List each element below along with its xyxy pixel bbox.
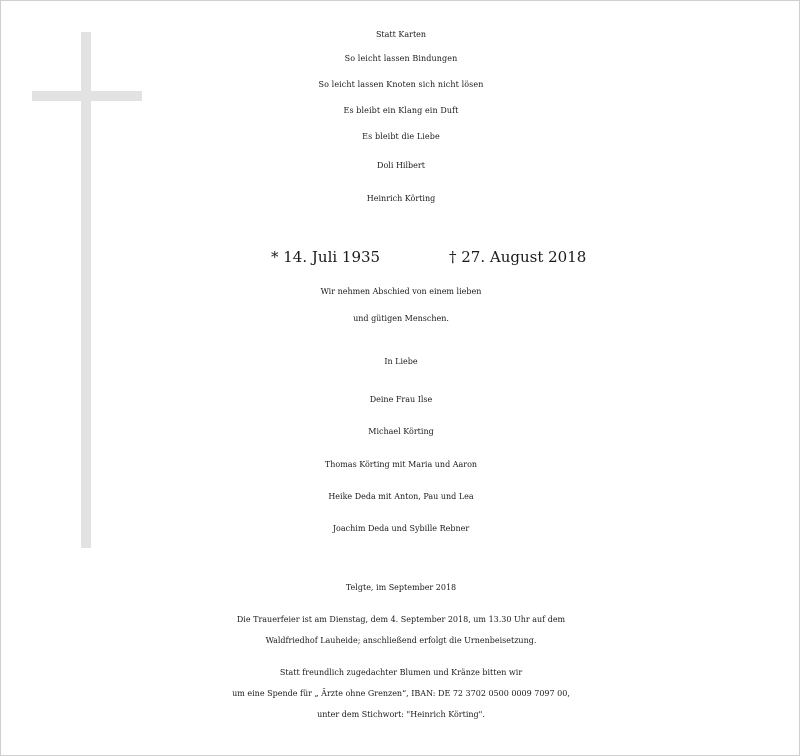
poem-author: Doli Hilbert <box>377 161 425 170</box>
farewell-line-2: und gütigen Menschen. <box>353 314 449 323</box>
funeral-info-line-1: Die Trauerfeier ist am Dienstag, dem 4. September 2018, um 13.30 Uhr auf dem <box>236 615 566 624</box>
mourner-4: Heike Deda mit Anton, Pau und Lea <box>328 492 474 501</box>
poem-line-1: So leicht lassen Bindungen <box>344 54 458 63</box>
birth-date: * 14. Juli 1935 <box>271 248 381 266</box>
donation-info-line-1: Statt freundlich zugedachter Blumen und Kränze bitten wir <box>279 668 523 677</box>
poem-line-3: Es bleibt ein Klang ein Duft <box>343 106 459 115</box>
donation-info-line-2: um eine Spende für „ Ärzte ohne Grenzen“, IBAN: DE 72 3702 0500 0009 7097 00, <box>232 689 570 698</box>
place-date: Telgte, im September 2018 <box>345 583 457 592</box>
header-text: Statt Karten <box>375 30 427 39</box>
mourner-5: Joachim Deda und Sybille Rebner <box>332 524 470 533</box>
cross-icon-crossbar <box>32 91 142 101</box>
death-date: † 27. August 2018 <box>449 248 587 266</box>
poem-line-2: So leicht lassen Knoten sich nicht lösen <box>318 80 484 89</box>
mourner-3: Thomas Körting mit Maria und Aaron <box>324 460 478 469</box>
in-love-text: In Liebe <box>384 357 418 366</box>
deceased-name: Heinrich Körting <box>366 194 436 203</box>
mourner-2: Michael Körting <box>368 427 434 436</box>
mourner-1: Deine Frau Ilse <box>369 395 433 404</box>
farewell-line-1: Wir nehmen Abschied von einem lieben <box>320 287 482 296</box>
donation-info-line-3: unter dem Stichwort: "Heinrich Körting". <box>317 710 485 719</box>
poem-line-4: Es bleibt die Liebe <box>362 132 440 141</box>
funeral-info-line-2: Waldfriedhof Lauheide; anschließend erfolgt die Urnenbeisetzung. <box>265 636 537 645</box>
